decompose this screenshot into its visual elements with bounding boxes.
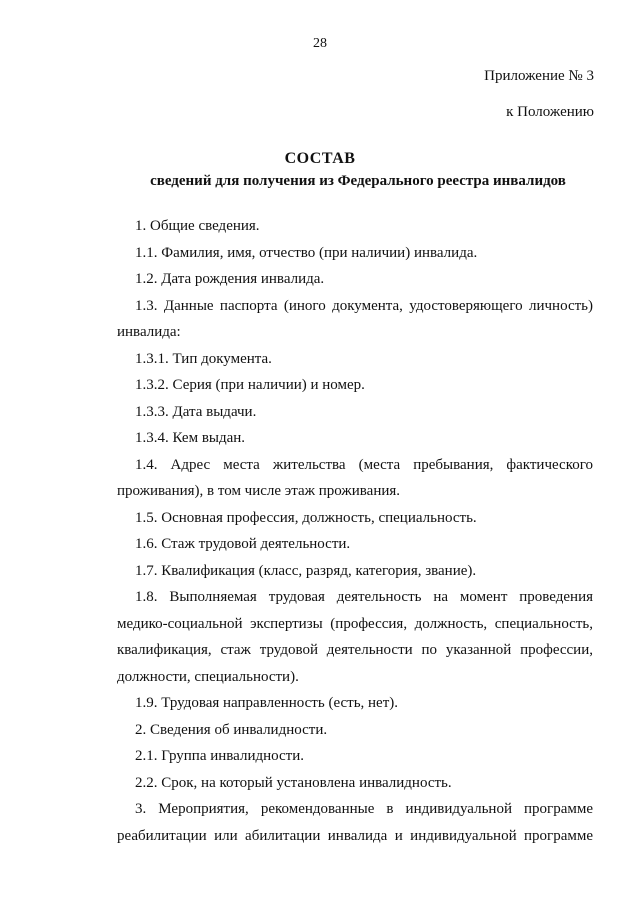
paragraph-1: 1. Общие сведения. <box>135 218 260 234</box>
paragraph-1-1: 1.1. Фамилия, имя, отчество (при наличии) инвалида. <box>135 244 478 261</box>
appendix-label: Приложение № 3 <box>484 68 594 84</box>
paragraph-2-2: 2.2. Срок, на который установлена инвалидность. <box>135 774 452 791</box>
paragraph-3: 3. Мероприятия, рекомендованные в индивидуальной программе реабилитации или абилитации инвалида и индивидуальной программе <box>117 801 593 844</box>
paragraph-1-4: 1.4. Адрес места жительства (места пребывания, фактического проживания), в том числе этаж проживания. <box>117 456 593 499</box>
paragraph-1-7: 1.7. Квалификация (класс, разряд, категория, звание). <box>135 562 477 579</box>
paragraph-2-1: 2.1. Группа инвалидности. <box>135 748 305 764</box>
paragraph-1-3-3: 1.3.3. Дата выдачи. <box>135 403 257 420</box>
paragraph-1-8: 1.8. Выполняемая трудовая деятельность на момент проведения медико-социальной экспертизы (профессия, должность, специальность, квалификация, стаж трудовой деятельности по указанной профессии, должности, специальности). <box>117 589 593 685</box>
paragraph-1-2: 1.2. Дата рождения инвалида. <box>135 271 325 287</box>
paragraph-1-9: 1.9. Трудовая направленность (есть, нет). <box>135 695 399 711</box>
paragraph-1-3: 1.3. Данные паспорта (иного документа, удостоверяющего личность) инвалида: <box>117 297 593 340</box>
paragraph-2: 2. Сведения об инвалидности. <box>135 721 328 738</box>
paragraph-1-3-2: 1.3.2. Серия (при наличии) и номер. <box>135 377 365 393</box>
paragraph-1-5: 1.5. Основная профессия, должность, специальность. <box>135 509 477 526</box>
page-number: 28 <box>313 36 327 51</box>
paragraph-1-3-4: 1.3.4. Кем выдан. <box>135 430 246 446</box>
paragraph-1-3-1: 1.3.1. Тип документа. <box>135 350 272 367</box>
appendix-reference: к Положению <box>506 104 594 120</box>
paragraph-1-6: 1.6. Стаж трудовой деятельности. <box>135 536 351 552</box>
document-title: СОСТАВ <box>284 150 356 167</box>
document-subtitle: сведений для получения из Федерального реестра инвалидов <box>150 173 566 189</box>
document-body <box>117 213 593 849</box>
